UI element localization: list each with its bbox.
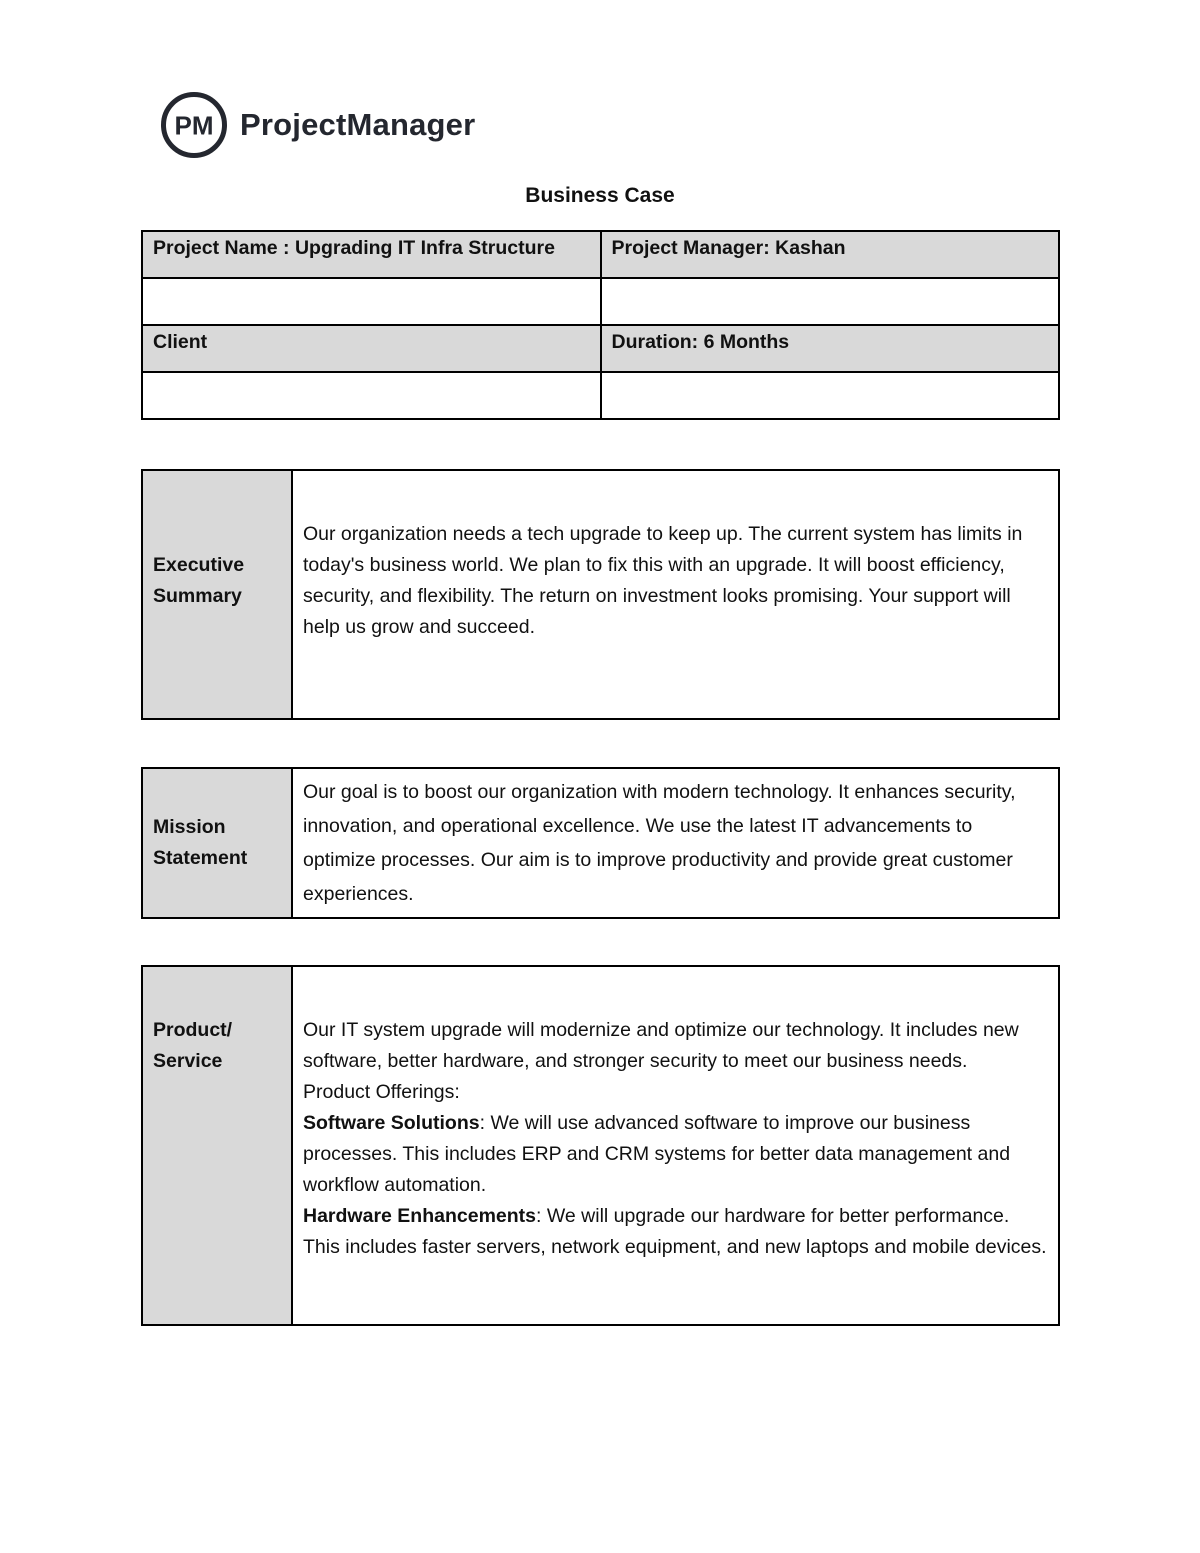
product-service-section xyxy=(141,965,1060,1326)
software-solutions-title: Software Solutions xyxy=(303,1112,480,1134)
product-service-intro: Our IT system upgrade will modernize and optimize our technology. It includes new software, better hardware, and stronger security to meet our business needs. xyxy=(303,1019,1019,1072)
project-manager-label: Project Manager: Kashan xyxy=(601,231,1060,278)
client-label: Client xyxy=(142,325,601,372)
software-solutions-text: : We will use advanced software to improve our business processes. This includes ERP and CRM systems for better data management and workflow automation. xyxy=(303,1112,1011,1196)
logo-mark-text: PM xyxy=(174,110,214,141)
info-header-row xyxy=(142,325,1059,372)
project-manager-value xyxy=(601,278,1060,325)
client-value xyxy=(142,372,601,419)
info-header-row xyxy=(142,231,1059,278)
page-title: Business Case xyxy=(525,184,675,207)
project-info-table xyxy=(141,230,1060,420)
executive-summary-section xyxy=(141,469,1060,720)
mission-statement-label: Mission Statement xyxy=(142,768,292,918)
product-service-content xyxy=(292,966,1059,1325)
mission-statement-text: Our goal is to boost our organization with modern technology. It enhances security, innovation, and operational excellence. We use the latest IT advancements to optimize processes. Our aim is to improve productivity and provide great customer experiences. xyxy=(292,768,1059,918)
hardware-enhancements-item xyxy=(303,1201,1048,1263)
duration-value xyxy=(601,372,1060,419)
software-solutions-item xyxy=(303,1108,1048,1201)
info-value-row xyxy=(142,372,1059,419)
executive-summary-label: Executive Summary xyxy=(142,470,292,719)
hardware-enhancements-title: Hardware Enhancements xyxy=(303,1205,537,1227)
brand-name: ProjectManager xyxy=(240,107,476,142)
hardware-enhancements-text: : We will upgrade our hardware for better performance. This includes faster servers, network equipment, and new laptops and mobile devices. xyxy=(303,1205,1047,1258)
project-name-value xyxy=(142,278,601,325)
product-offerings-heading: Product Offerings: xyxy=(303,1081,460,1103)
duration-label: Duration: 6 Months xyxy=(601,325,1060,372)
projectmanager-logo-icon xyxy=(160,91,228,159)
info-value-row xyxy=(142,278,1059,325)
product-service-label: Product/ Service xyxy=(142,966,292,1325)
project-name-label: Project Name : Upgrading IT Infra Structure xyxy=(142,231,601,278)
mission-statement-section xyxy=(141,767,1060,919)
executive-summary-text: Our organization needs a tech upgrade to keep up. The current system has limits in today's business world. We plan to fix this with an upgrade. It will boost efficiency, security, and flexibility. The return on investment looks promising. Your support will help us grow and succeed. xyxy=(292,470,1059,719)
brand-logo xyxy=(160,90,475,160)
